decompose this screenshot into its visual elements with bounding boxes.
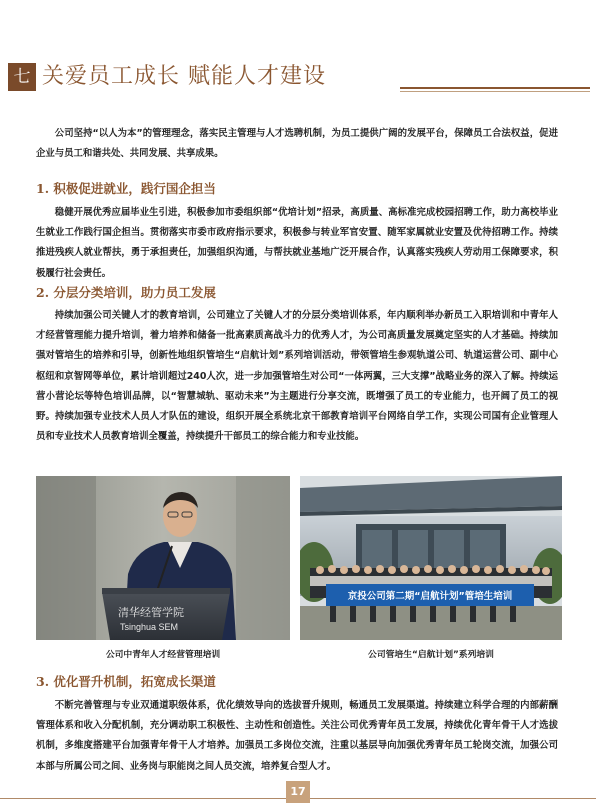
header-rule-thin (400, 91, 590, 92)
photo-management-training (36, 476, 290, 640)
section-title: 关爱员工成长 赋能人才建设 (42, 64, 326, 89)
group-photo-image (300, 476, 562, 640)
photo-trainee-program (300, 476, 562, 640)
subsection-1-heading: 1. 积极促进就业，践行国企担当 (36, 181, 216, 196)
banner-text: 京投公司第二期“启航计划”管培生培训 (347, 591, 513, 602)
podium-text-en: Tsinghua SEM (120, 622, 179, 632)
intro-paragraph: 公司坚持“以人为本”的管理理念，落实民主管理与人才选聘机制，为员工提供广阔的发展平台，保障员工合法权益，促进企业与员工和谐共处、共同发展、共享成果。 (36, 128, 558, 160)
page-number: 17 (286, 781, 310, 803)
section-number: 七 (8, 63, 36, 91)
subsection-2-text: 持续加强公司关键人才的教育培训，公司建立了关键人才的分层分类培训体系，年内顺利举办新员工入职培训和中青年人才经营管理能力提升培训，着力培养和储备一批高素质高战斗力的优秀人才，为公司高质量发展奠定坚实的人才基础。持续加强对管培生的培养和引导，创新性地组织管培生“启航计划”系列培训活动，带领管培生参观轨道公司、轨道运营公司、副中心枢纽和京智网等单位，累计培训超过240人次，进一步加强管培生对公司“一体两翼，三大支撑”战略业务的深入了解。持续运营小营论坛等特色培训品牌，以“智慧城轨、驱动未来”为主题进行分享交流，既增强了员工的专业能力，也开阔了员工的视野。持续加强专业技术人员人才队伍的建设，组织开展全系统北京干部教育培训平台网络自学工作，实现公司国有企业管理人员和专业技术人员教育培训全覆盖，持续提升干部员工的综合能力和专业技能。 (36, 310, 558, 443)
subsection-2-heading: 2. 分层分类培训，助力员工发展 (36, 285, 216, 300)
subsection-3-text: 不断完善管理与专业双通道职级体系，优化绩效导向的选拔晋升规则，畅通员工发展渠道。持续建立科学合理的内部薪酬管理体系和收入分配机制，充分调动职工积极性、主动性和创造性。关注公司优秀青年员工发展，持续优化青年骨干人才选拔机制，多维度搭建平台加强青年骨干人才培养。加强员工多岗位交流，注重以基层导向加强优秀青年员工轮岗交流，加强公司本部与所属公司之间、业务岗与职能岗之间人员交流，培养复合型人才。 (36, 700, 558, 772)
photo-1-caption: 公司中青年人才经营管理培训 (105, 650, 221, 660)
speaker-at-podium-image (36, 476, 290, 640)
subsection-1-text: 稳健开展优秀应届毕业生引进，积极参加市委组织部“优培计划”招录，高质量、高标准完成校园招聘工作，助力高校毕业生就业工作践行国企担当。贯彻落实市委市政府指示要求，积极参与转业军官安置、随军家属就业安置及优待招聘工作。持续推进残疾人就业帮扶，勇于承担责任，加强组织沟通，与帮扶就业基地广泛开展合作，认真落实残疾人劳动用工保障要求，积极履行社会责任。 (36, 207, 558, 279)
section-header (0, 63, 596, 93)
photo-2-caption: 公司管培生“启航计划”系列培训 (368, 650, 494, 660)
header-rule (400, 87, 590, 89)
subsection-3-heading: 3. 优化晋升机制，拓宽成长渠道 (36, 674, 216, 689)
podium-text-cn: 清华经管学院 (118, 606, 184, 619)
